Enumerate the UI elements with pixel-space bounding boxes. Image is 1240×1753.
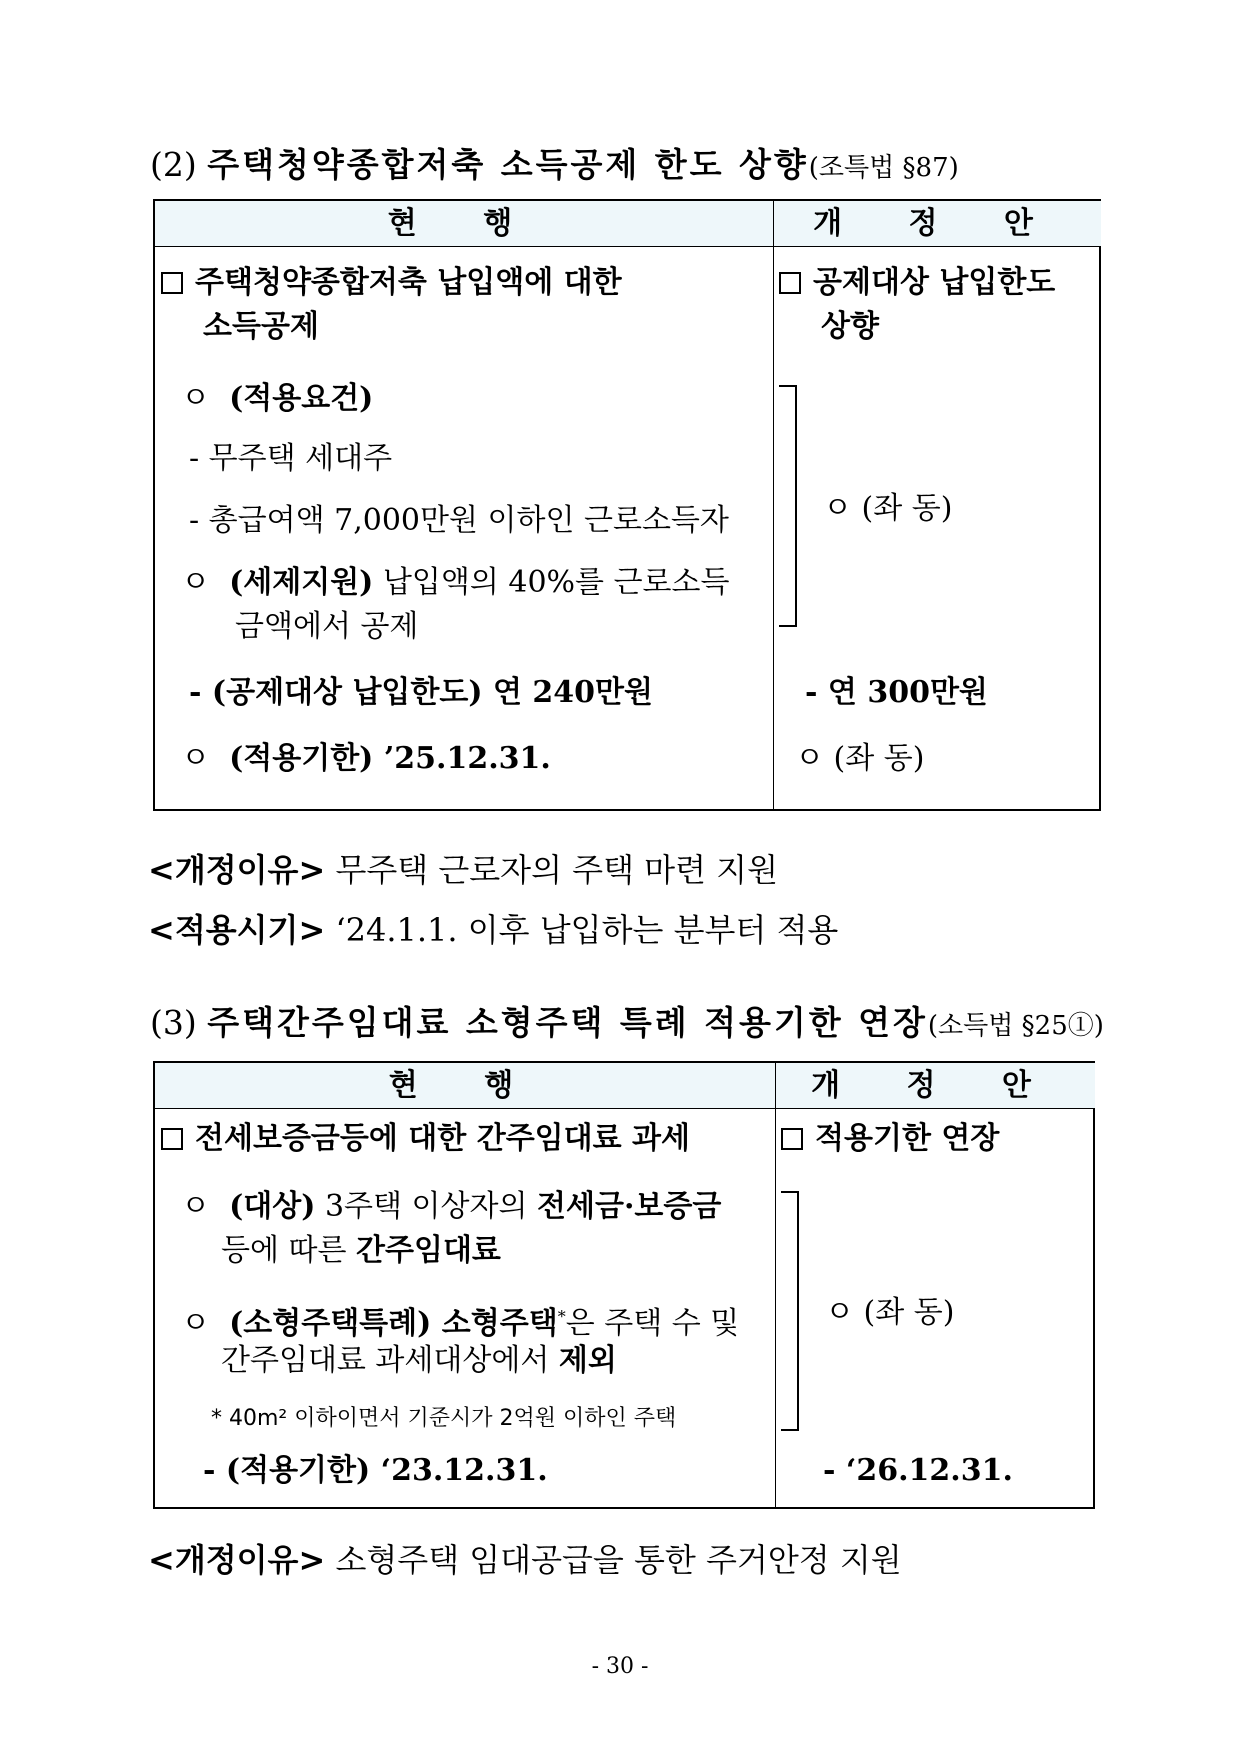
col-current-header: 현 행 <box>155 201 773 247</box>
support-line2: 금액에서 공제 <box>235 609 419 644</box>
checkbox-icon <box>779 272 801 294</box>
section-3-title: 주택간주임대료 소형주택 특례 적용기한 연장 <box>207 1003 928 1042</box>
section-3-table <box>153 1061 1095 1509</box>
section-2-heading <box>150 145 959 188</box>
section-3-ref: (소득법 §25①) <box>927 1011 1104 1041</box>
section-2-ref: (조특법 §87) <box>808 153 959 183</box>
right-bracket <box>779 385 797 627</box>
col-proposed-header: 개 정 안 <box>773 201 1101 247</box>
section-2-table <box>153 199 1101 811</box>
limit-current: - (공제대상 납입한도) 연 240만원 <box>189 675 654 710</box>
section-2-title: 주택청약종합저축 소득공제 한도 상향 <box>207 145 809 184</box>
col-proposed-header: 개 정 안 <box>775 1063 1095 1109</box>
period-current: - (적용기한) ‘23.12.31. <box>203 1453 548 1488</box>
period-proposed: - ‘26.12.31. <box>823 1453 1013 1488</box>
right-bracket <box>781 1191 799 1431</box>
checkbox-icon <box>161 272 183 294</box>
section-2-number: (2) <box>150 145 197 184</box>
special-item: ㅇ (소형주택특례) 소형주택*은 주택 수 및 <box>181 1306 740 1341</box>
current-head-line2: 소득공제 <box>203 309 319 344</box>
proposed-head-line2: 상향 <box>821 309 879 344</box>
proposed-head: 공제대상 납입한도 <box>779 261 1055 305</box>
column-divider <box>775 1063 776 1507</box>
proposed-head: 적용기한 연장 <box>781 1117 999 1161</box>
same-as-left-1: ㅇ (좌 동) <box>823 491 953 526</box>
req-item-2: - 총급여액 7,000만원 이하인 근로소득자 <box>189 503 729 538</box>
period-item: ㅇ (적용기한) ’25.12.31. <box>181 741 551 776</box>
col-current-header: 현 행 <box>155 1063 775 1109</box>
requirements-item: ㅇ (적용요건) <box>181 381 374 416</box>
page-number: - 30 - <box>591 1654 649 1679</box>
current-head: 전세보증금등에 대한 간주임대료 과세 <box>161 1117 690 1161</box>
current-head: 주택청약종합저축 납입액에 대한 <box>161 261 622 305</box>
target-item: ㅇ (대상) 3주택 이상자의 전세금·보증금 <box>181 1189 722 1224</box>
special-line2: 간주임대료 과세대상에서 제외 <box>221 1343 617 1378</box>
reason-3: <개정이유> 소형주택 임대공급을 통한 주거안정 지원 <box>148 1541 902 1579</box>
reason-2: <개정이유> 무주택 근로자의 주택 마련 지원 <box>148 851 778 889</box>
checkbox-icon <box>781 1128 803 1150</box>
support-item: ㅇ (세제지원) 납입액의 40%를 근로소득 <box>181 565 730 600</box>
apply-timing-2: <적용시기> ‘24.1.1. 이후 납입하는 분부터 적용 <box>148 911 839 949</box>
column-divider <box>773 201 774 809</box>
target-line2: 등에 따른 간주임대료 <box>221 1233 501 1268</box>
footnote: * 40m² 이하이면서 기준시가 2억원 이하인 주택 <box>211 1406 677 1431</box>
section-3-number: (3) <box>150 1003 197 1042</box>
same-as-left-2: ㅇ (좌 동) <box>795 741 925 776</box>
req-item-1: - 무주택 세대주 <box>189 441 393 476</box>
limit-proposed: - 연 300만원 <box>805 675 988 710</box>
checkbox-icon <box>161 1128 183 1150</box>
same-as-left: ㅇ (좌 동) <box>825 1295 955 1330</box>
section-3-heading <box>150 1003 1104 1046</box>
